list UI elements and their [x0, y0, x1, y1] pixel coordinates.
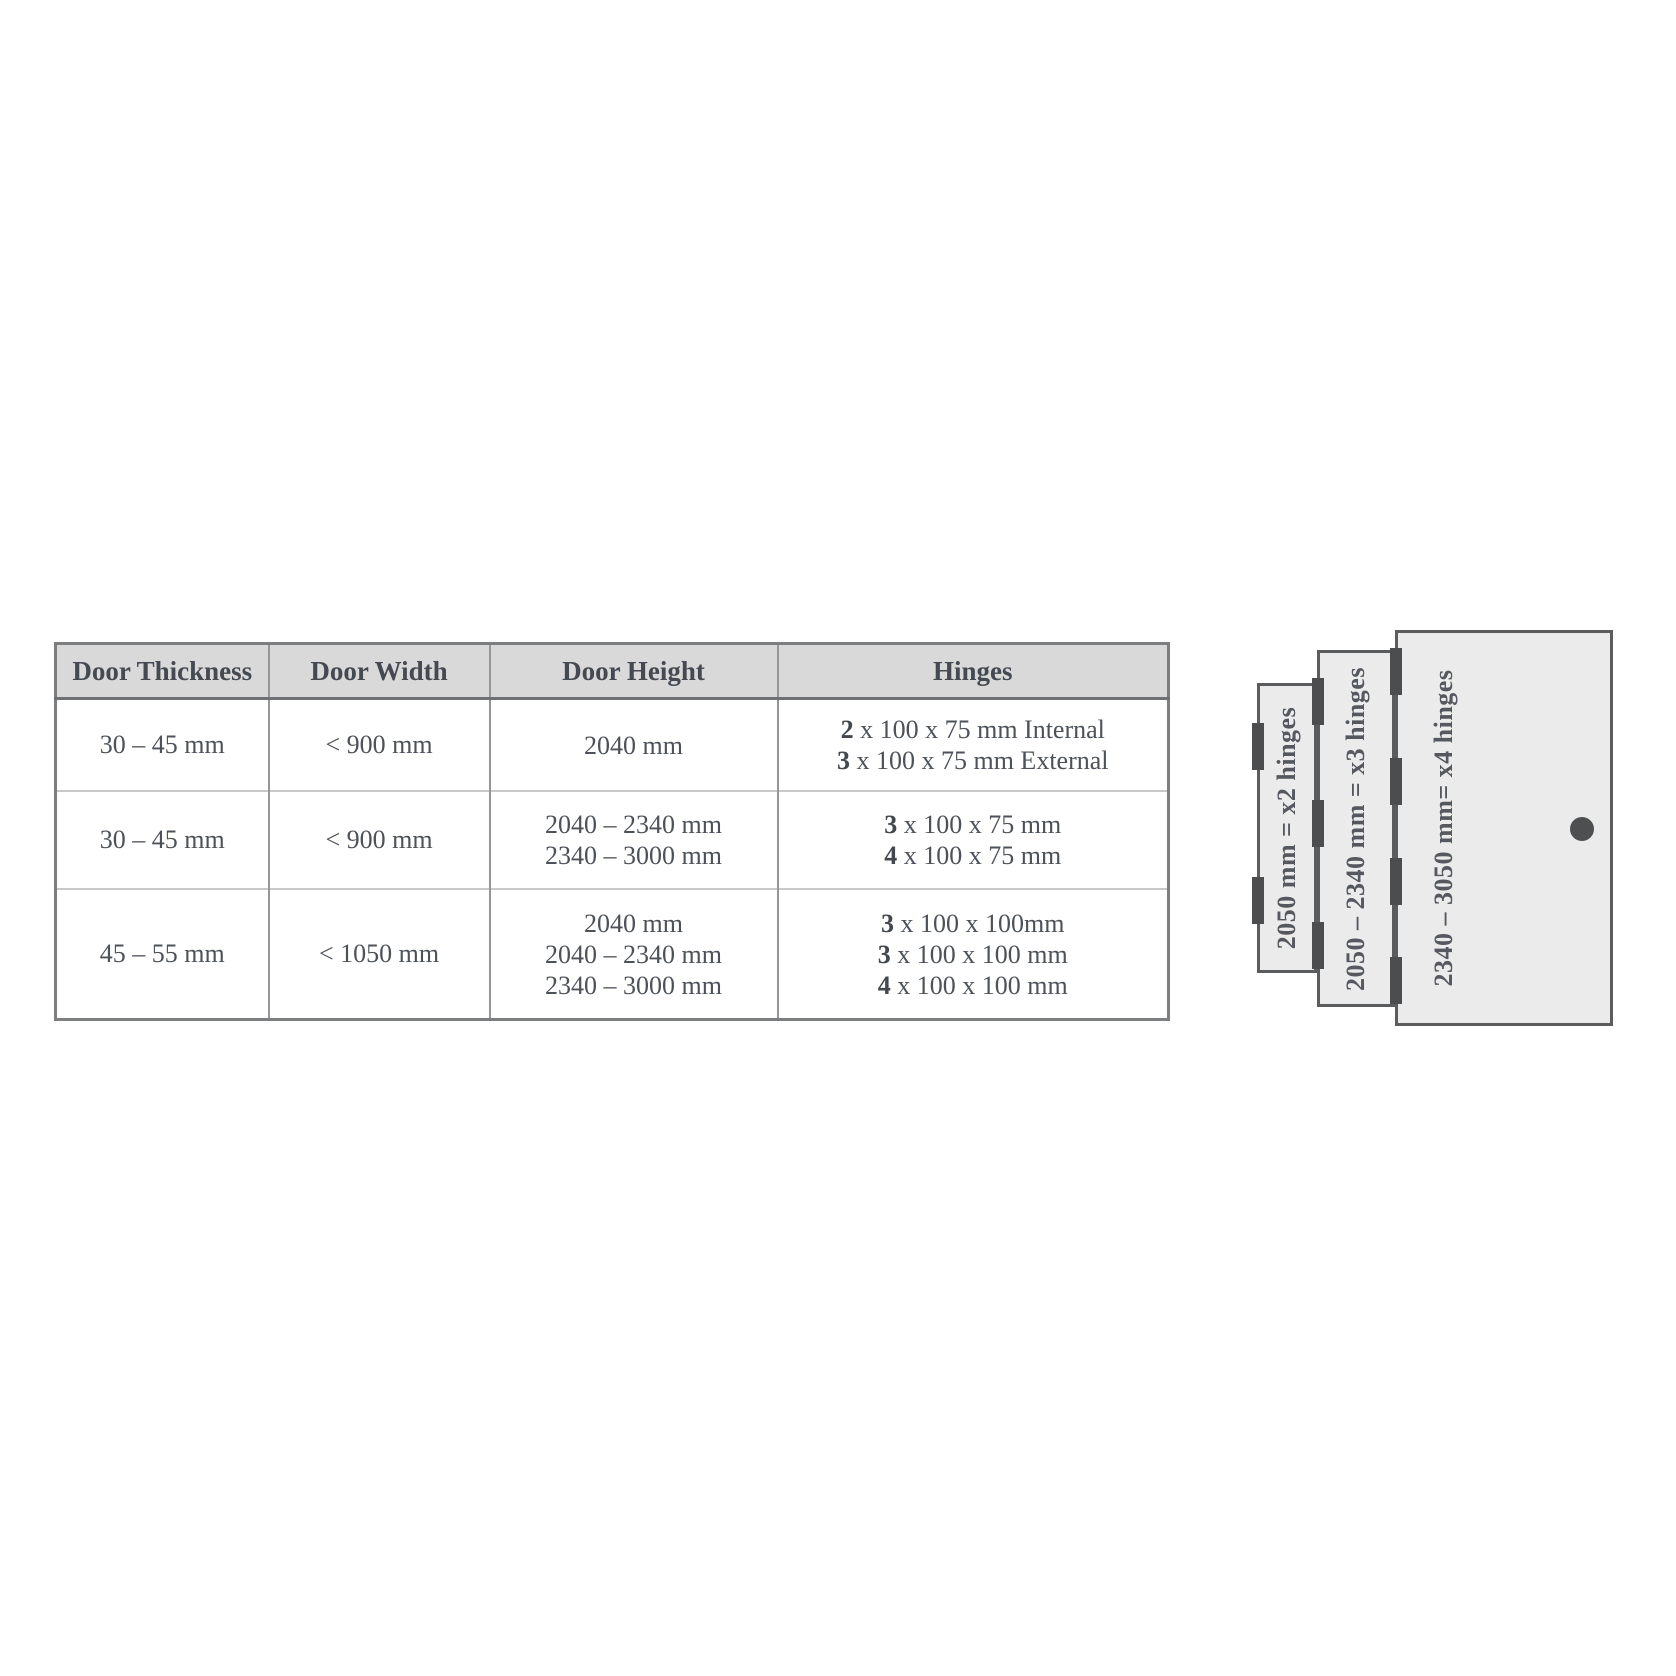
hinge-count: 3 [881, 908, 895, 938]
hinge-line [780, 939, 1167, 970]
cell-width: < 900 mm [269, 791, 490, 889]
table-row [56, 699, 1169, 792]
hinge-line [780, 745, 1167, 776]
cell-thickness: 45 – 55 mm [56, 889, 269, 1020]
height-line: 2040 – 2340 mm [545, 939, 722, 969]
hinge-line [780, 809, 1167, 840]
cell-height [490, 791, 778, 889]
hinge-icon [1390, 858, 1402, 905]
hinge-count: 4 [884, 841, 898, 870]
door-label: 2050 mm = x2 hinges [1272, 706, 1301, 950]
column-header-door-thickness: Door Thickness [56, 644, 269, 699]
hinge-count: 4 [877, 970, 891, 1000]
hinge-icon [1252, 723, 1264, 770]
height-line: 2040 mm [584, 908, 683, 938]
hinge-icon [1312, 800, 1324, 847]
hinge-spec: x 100 x 100 mm [890, 939, 1068, 969]
cell-hinges [778, 889, 1169, 1020]
hinge-icon [1312, 678, 1324, 725]
column-header-hinges: Hinges [778, 644, 1169, 699]
cell-width: < 900 mm [269, 699, 490, 792]
hinge-spec: x 100 x 75 mm [897, 841, 1062, 870]
hinge-line [780, 908, 1167, 939]
hinge-icon [1252, 877, 1264, 924]
door-medium-x3-hinges [1317, 650, 1395, 1007]
door-label: 2340 – 3050 mm= x4 hinges [1429, 669, 1458, 987]
hinge-spec: x 100 x 100mm [894, 908, 1065, 938]
hinge-icon [1390, 648, 1402, 695]
cell-hinges [778, 699, 1169, 792]
cell-height [490, 699, 778, 792]
table-row [56, 791, 1169, 889]
door-knob-icon [1570, 817, 1594, 841]
cell-thickness: 30 – 45 mm [56, 791, 269, 889]
column-header-door-width: Door Width [269, 644, 490, 699]
cell-thickness: 30 – 45 mm [99, 730, 225, 759]
table-header-row [56, 644, 1169, 699]
height-line: 2340 – 3000 mm [545, 970, 722, 1000]
cell-hinges [778, 791, 1169, 889]
hinge-count: 2 [840, 715, 854, 744]
hinge-count: 3 [836, 746, 850, 775]
height-line: 2040 – 2340 mm [545, 810, 722, 839]
door-label: 2050 – 2340 mm = x3 hinges [1341, 666, 1370, 991]
hinge-count: 3 [884, 810, 898, 839]
height-line: 2040 mm [584, 730, 683, 760]
hinge-icon [1390, 957, 1402, 1004]
cell-height [490, 889, 778, 1020]
hinge-spec: x 100 x 75 mm External [849, 746, 1109, 775]
height-line: 2340 – 3000 mm [545, 841, 722, 870]
door-large-x4-hinges [1395, 630, 1613, 1026]
hinge-icon [1312, 922, 1324, 969]
hinge-spec: x 100 x 75 mm [897, 810, 1062, 839]
door-spec-table [54, 642, 1170, 1021]
door-small-x2-hinges [1257, 683, 1317, 973]
hinge-icon [1390, 758, 1402, 805]
hinge-line [780, 970, 1167, 1001]
column-header-door-height: Door Height [490, 644, 778, 699]
table-row [56, 889, 1169, 1020]
hinge-spec: x 100 x 100 mm [890, 970, 1068, 1000]
hinge-line [780, 840, 1167, 871]
hinge-line [780, 714, 1167, 745]
cell-width: < 1050 mm [269, 889, 490, 1020]
hinge-count: 3 [877, 939, 891, 969]
hinge-spec: x 100 x 75 mm Internal [853, 715, 1105, 744]
